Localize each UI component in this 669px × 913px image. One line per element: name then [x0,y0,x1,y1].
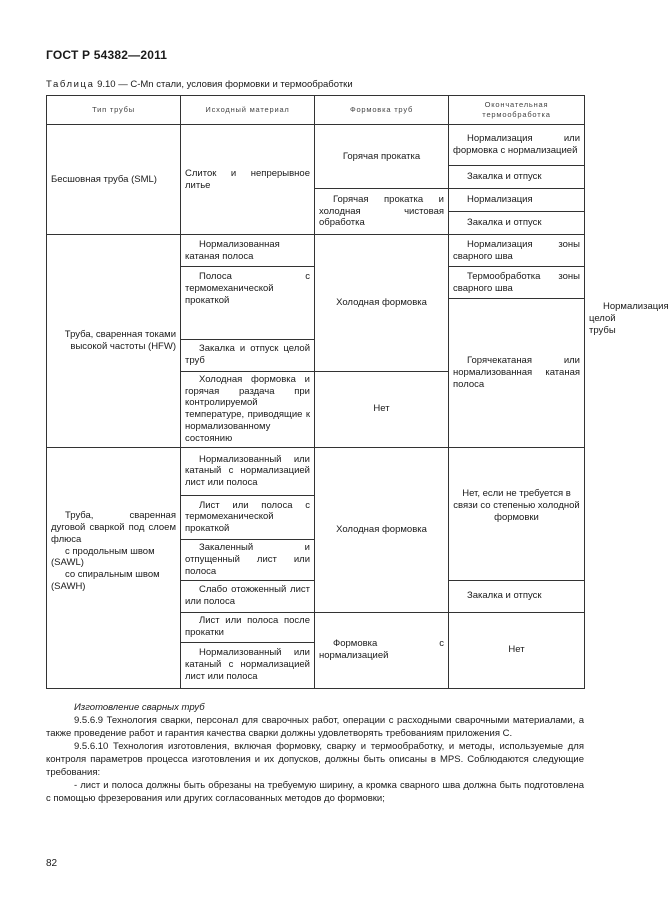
hfw-material-hot-rolled-strip: Горячекатаная или нормализованная катаная полоса [449,299,585,448]
sml-treatment-normalization-or-forming: Нормализация или формовка с нормализацией [449,125,585,166]
header-source-material: Исходный материал [181,96,315,125]
table-caption-label: Таблица [46,79,95,90]
saw-treatment-none-unless: Нет, если не требуется в связи со степенью холодной формовки [449,447,585,580]
sml-material: Слиток и непрерывное литье [181,125,315,235]
saw-forming-cold: Холодная формовка [315,447,449,612]
saw-material-quenched-tempered: Закаленный и отпущенный лист или полоса [181,539,315,580]
paragraph-9-5-6-9: 9.5.6.9 Технология сварки, персонал для сварочных работ, операции с расходными сварочными материалами, а также проведение работ и гарантия качества сварки должны удовлетворять требованиям приложения С. [46,715,584,739]
sml-treatment-quench-temper: Закалка и отпуск [449,166,585,189]
hfw-treatment-weld-normalization: Нормализация зоны сварного шва [449,235,585,267]
table-row [47,235,585,267]
hfw-material-normalized-strip: Нормализованная катаная полоса [181,235,315,267]
saw-pipe-type [47,447,181,688]
saw-pipe-type-main: Труба, сваренная дуговой сваркой под слоем флюса [51,509,176,545]
hfw-pipe-type: Труба, сваренная токами высокой частоты (HFW) [47,235,181,448]
hfw-forming-cold-hot-expansion: Холодная формовка и горячая раздача при контролируемой температуре, приводящие к нормализованному состоянию [181,371,315,447]
saw-material-normalized: Нормализованный или катаный с нормализацией лист или полоса [181,447,315,495]
table-row [47,447,585,495]
hfw-treatment-weld-heat: Термообработка зоны сварного шва [449,267,585,299]
sml-treatment-normalization: Нормализация [449,189,585,212]
header-pipe-type: Тип трубы [47,96,181,125]
saw-material-annealed: Слабо отожженный лист или полоса [181,580,315,612]
table-caption [46,79,353,90]
saw-forming-with-normalization: Формовка с нормализацией [315,612,449,688]
table-caption-text: 9.10 — C-Mn стали, условия формовки и термообработки [97,79,353,90]
hfw-treatment-full-quench-temper: Закалка и отпуск целой труб [181,339,315,371]
hfw-forming-cold: Холодная формовка [315,235,449,372]
saw-material-normalized-2: Нормализованный или катаный с нормализацией лист или полоса [181,642,315,688]
hfw-material-tmcp-strip: Полоса с термомеханической прокаткой [181,267,315,340]
saw-pipe-type-spiral: со спиральным швом (SAWH) [51,569,160,593]
sml-pipe-type: Бесшовная труба (SML) [47,125,181,235]
list-item-sheet-strip: - лист и полоса должны быть обрезаны на требуемую ширину, а кромка сварного шва должна быть подготовлена с помощью фрезерования или других согласованных методов до формовки; [46,780,584,804]
forming-heat-treatment-table [46,95,669,689]
sml-treatment-quench-temper-2: Закалка и отпуск [449,212,585,235]
page-number: 82 [46,858,58,869]
saw-material-tmcp: Лист или полоса с термомеханической прокаткой [181,495,315,539]
saw-treatment-none: Нет [449,612,585,688]
table-header-row [47,96,585,125]
table-row: Горячекатаная или нормализованная катаная полоса Нормализация целой трубы [47,299,585,340]
table-row [47,125,585,166]
header-pipe-forming: Формовка труб [315,96,449,125]
sml-forming-hot-rolling: Горячая прокатка [315,125,449,189]
hfw-treatment-none: Нет [315,371,449,447]
document-header: ГОСТ Р 54382—2011 [46,48,168,62]
sml-forming-hot-cold-finish: Горячая прокатка и холодная чистовая обработка [315,189,449,235]
saw-treatment-quench-temper: Закалка и отпуск [449,580,585,612]
paragraph-9-5-6-10: 9.5.6.10 Технология изготовления, включая формовку, сварку и термообработку, и методы, используемые для контроля параметров процесса изготовления и их допусков, должны быть описаны в MPS. Соблюдаются следующие требования: [46,741,584,778]
body-text [46,701,584,805]
saw-pipe-type-longitudinal: с продольным швом (SAWL) [51,545,155,569]
header-final-heat-treatment: Окончательная термообработка [449,96,585,125]
saw-material-as-rolled: Лист или полоса после прокатки [181,612,315,642]
section-subheading: Изготовление сварных труб [74,702,205,713]
